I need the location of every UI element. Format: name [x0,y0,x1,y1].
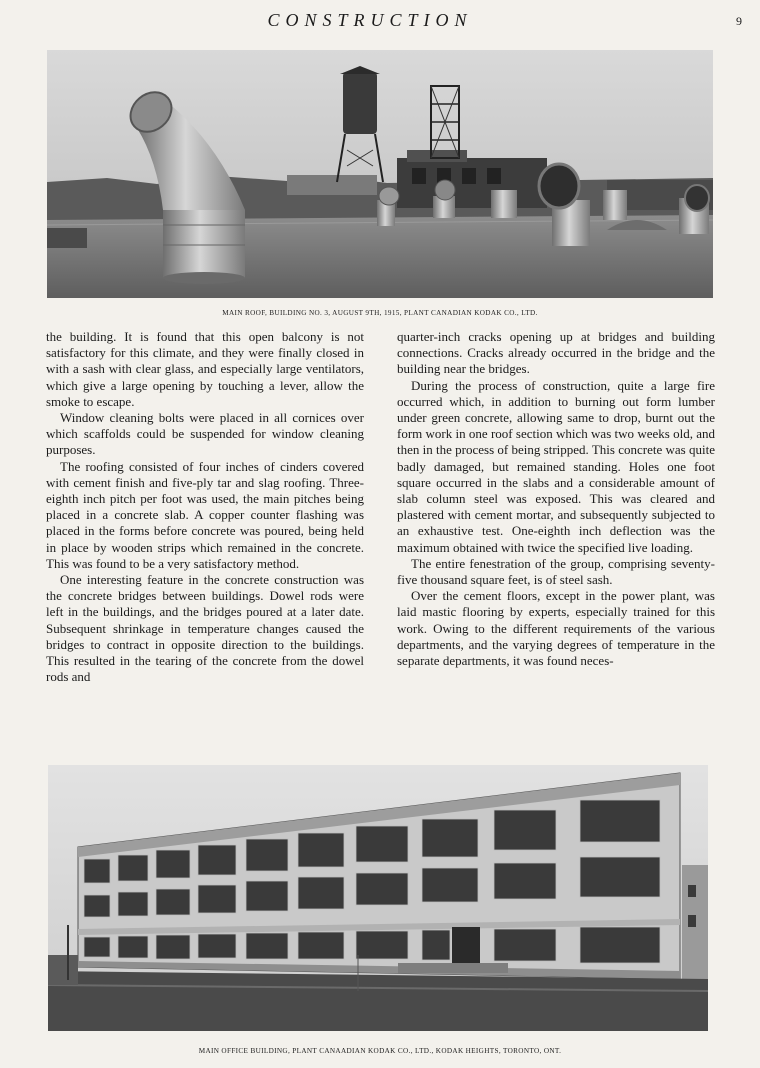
page-number: 9 [736,14,742,28]
office-building-photo [48,765,708,1031]
left-column [46,329,364,749]
paragraph: During the process of construction, quite a large fire occurred which, in addition to burning out form lumber under green concrete, allowing same to drop, burnt out the form work in one roof section which was two weeks old, and then in the process of being stripped. This concrete was quite badly damaged, but remained standing. Holes one foot square occurred in the slabs and a considerable amount of slab column steel was exposed. This was cleared and plastered with cement mortar, and subsequently subjected to an exhaustive test. One-eighth inch deflection was the maximum obtained with twice the specified live loading. [397,377,715,555]
paragraph: the building. It is found that this open balcony is not satisfactory for this climate, and they were finally closed in with a sash with clear glass, and especially large ventilators, which give a large opening by touching a lever, allow the smoke to escape. [46,329,364,409]
right-column [397,329,715,749]
bottom-photo-caption: MAIN OFFICE BUILDING, PLANT CANAADIAN KODAK CO., LTD., KODAK HEIGHTS, TORONTO, ONT. [198,1047,562,1055]
office-building-illustration [48,765,708,1031]
page-header [0,10,760,36]
top-photo-caption: MAIN ROOF, BUILDING NO. 3, AUGUST 9TH, 1915, PLANT CANADIAN KODAK CO., LTD. [222,309,538,317]
paragraph: Over the cement floors, except in the power plant, was laid mastic flooring by experts, especially trained for this work. Owing to the different requirements of the various departments, and the varying degrees of temperature in the separate departments, it was found neces- [397,588,715,669]
paragraph: The roofing consisted of four inches of cinders covered with cement finish and five-ply tar and slag roofing. Three-eighth inch pitch per foot was used, the main pitches being placed in a concrete slab. A copper counter flashing was placed in the forms before concrete was poured, being held in place by wooden strips which remained in the concrete. This was found to be a very satisfactory method. [46,458,364,571]
paragraph: quarter-inch cracks opening up at bridges and building connections. Cracks already occurred in the bridge and the building near the bridges. [397,329,715,377]
roof-photo [47,50,713,298]
roof-photo-illustration [47,50,713,298]
paragraph: One interesting feature in the concrete construction was the concrete bridges between buildings. Dowel rods were left in the buildings, and the bridges poured at a later date. Subsequent shrinkage in temperature changes caused the bridges to contract in opposite direction to the buildings. This resulted in the tearing of the concrete from the dowel rods and [46,572,364,685]
paragraph: The entire fenestration of the group, comprising seventy-five thousand square feet, is of steel sash. [397,555,715,588]
paragraph: Window cleaning bolts were placed in all cornices over which scaffolds could be suspended for window cleaning purposes. [46,410,364,458]
magazine-title: CONSTRUCTION [267,10,473,30]
